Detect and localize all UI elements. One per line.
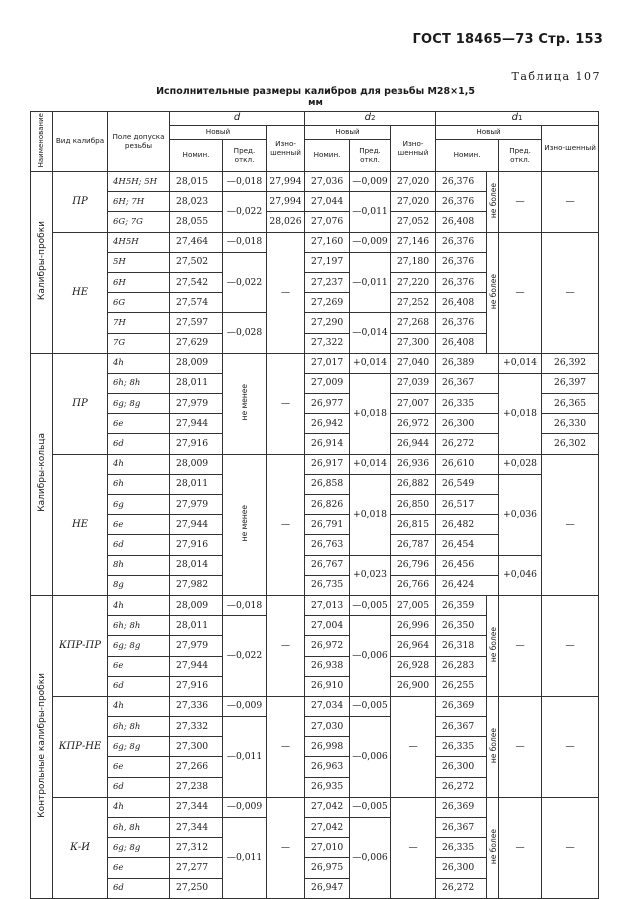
value-cell: 26,408 (436, 212, 487, 232)
value-cell: 28,009 (170, 595, 223, 615)
value-cell: 27,017 (305, 353, 350, 373)
note-cell: не менее (223, 454, 267, 595)
tolerance-cell: 6d (108, 434, 170, 454)
value-cell: —0,018 (223, 172, 267, 192)
tolerance-cell: 6h; 8h (108, 616, 170, 636)
value-cell: 26,397 (542, 373, 599, 393)
value-cell: 27,052 (391, 212, 436, 232)
note-cell: не менее (223, 353, 267, 454)
tolerance-cell: 8g (108, 575, 170, 595)
value-cell: 27,044 (305, 192, 350, 212)
value-cell: 27,005 (391, 595, 436, 615)
value-cell: 26,767 (305, 555, 350, 575)
value-cell: 26,787 (391, 535, 436, 555)
value-cell: — (542, 797, 599, 898)
value-cell: +0,023 (350, 555, 391, 595)
value-cell: 26,376 (436, 272, 487, 292)
value-cell: 27,979 (170, 495, 223, 515)
value-cell: 27,916 (170, 434, 223, 454)
value-cell: +0,014 (499, 353, 542, 373)
value-cell: —0,009 (350, 232, 391, 252)
value-cell: 26,900 (391, 676, 436, 696)
value-cell: — (267, 797, 305, 898)
table-row (31, 353, 599, 373)
value-cell: —0,028 (223, 313, 267, 353)
value-cell: 26,815 (391, 515, 436, 535)
value-cell: 26,850 (391, 495, 436, 515)
col-header-new: Новый (436, 126, 542, 140)
value-cell: — (542, 232, 599, 353)
value-cell: 26,335 (436, 838, 487, 858)
table-label: Таблица 107 (511, 70, 601, 83)
value-cell: 27,266 (170, 757, 223, 777)
value-cell: 26,454 (436, 535, 499, 555)
value-cell: 27,979 (170, 636, 223, 656)
value-cell: —0,014 (350, 313, 391, 353)
group-label: Контрольные калибры-пробки (31, 595, 53, 898)
value-cell: 26,549 (436, 474, 499, 494)
value-cell: 27,344 (170, 797, 223, 817)
value-cell: 27,020 (391, 192, 436, 212)
value-cell: 27,146 (391, 232, 436, 252)
value-cell: 27,220 (391, 272, 436, 292)
value-cell: 27,300 (170, 737, 223, 757)
col-header-d2: d2 (305, 112, 436, 126)
tolerance-cell: 6g; 8g (108, 737, 170, 757)
table-row (31, 474, 599, 494)
tolerance-cell: 4h (108, 696, 170, 716)
tolerance-cell: 7G (108, 333, 170, 353)
value-cell: —0,022 (223, 616, 267, 697)
table-row (31, 232, 599, 252)
value-cell: 27,300 (391, 333, 436, 353)
note-cell: не более (487, 797, 499, 898)
value-cell: 26,300 (436, 757, 487, 777)
value-cell: 26,935 (305, 777, 350, 797)
value-cell: 26,735 (305, 575, 350, 595)
tolerance-cell: 6d (108, 777, 170, 797)
value-cell: 28,009 (170, 454, 223, 474)
gauge-kind: ПР (53, 353, 108, 454)
col-header-name: Наименование (31, 112, 53, 172)
value-cell: 27,020 (391, 172, 436, 192)
tolerance-cell: 4h (108, 595, 170, 615)
value-cell: 28,009 (170, 353, 223, 373)
value-cell: 27,040 (391, 353, 436, 373)
value-cell: +0,028 (499, 454, 542, 474)
col-header-deviation: Пред. откл. (350, 140, 391, 172)
value-cell: 27,994 (267, 192, 305, 212)
value-cell: — (267, 232, 305, 353)
value-cell: 27,009 (305, 373, 350, 393)
value-cell: 26,482 (436, 515, 499, 535)
value-cell: 26,367 (436, 717, 487, 737)
value-cell: 26,359 (436, 595, 487, 615)
col-header-nominal: Номин. (170, 140, 223, 172)
value-cell: 26,947 (305, 878, 350, 898)
value-cell: 26,996 (391, 616, 436, 636)
col-header-nominal: Номин. (436, 140, 499, 172)
col-header-d1: d1 (436, 112, 599, 126)
page-header: ГОСТ 18465—73 Стр. 153 (412, 32, 603, 47)
value-cell: 27,629 (170, 333, 223, 353)
value-cell: +0,018 (350, 474, 391, 555)
value-cell: 26,376 (436, 232, 487, 252)
value-cell: 27,944 (170, 414, 223, 434)
value-cell: 26,964 (391, 636, 436, 656)
value-cell: — (267, 595, 305, 696)
dimensions-table (30, 111, 599, 899)
gauge-kind: НЕ (53, 232, 108, 353)
value-cell: +0,018 (499, 373, 542, 454)
value-cell: 26,272 (436, 434, 499, 454)
value-cell: +0,014 (350, 353, 391, 373)
tolerance-cell: 6g (108, 495, 170, 515)
value-cell: 26,376 (436, 313, 487, 333)
value-cell: 27,916 (170, 535, 223, 555)
value-cell: 27,197 (305, 252, 350, 272)
value-cell: 26,975 (305, 858, 350, 878)
value-cell: 26,610 (436, 454, 499, 474)
value-cell: 28,011 (170, 474, 223, 494)
table-row (31, 696, 599, 716)
value-cell: 26,330 (542, 414, 599, 434)
value-cell: 26,998 (305, 737, 350, 757)
value-cell: 26,791 (305, 515, 350, 535)
value-cell: 27,268 (391, 313, 436, 333)
gauge-kind: КПР-ПР (53, 595, 108, 696)
value-cell: 26,977 (305, 394, 350, 414)
gauge-kind: К-И (53, 797, 108, 898)
value-cell: 26,942 (305, 414, 350, 434)
col-header-new: Новый (170, 126, 267, 140)
tolerance-cell: 6H; 7H (108, 192, 170, 212)
value-cell: 26,255 (436, 676, 487, 696)
table-row (31, 454, 599, 474)
tolerance-cell: 6h (108, 474, 170, 494)
value-cell: —0,018 (223, 232, 267, 252)
value-cell: 27,076 (305, 212, 350, 232)
value-cell: 26,826 (305, 495, 350, 515)
table-row (31, 595, 599, 615)
value-cell: 26,910 (305, 676, 350, 696)
value-cell: 26,424 (436, 575, 499, 595)
tolerance-cell: 6d (108, 535, 170, 555)
value-cell: 26,335 (436, 737, 487, 757)
col-header-deviation: Пред. откл. (223, 140, 267, 172)
value-cell: 26,917 (305, 454, 350, 474)
gauge-kind: КПР-НЕ (53, 696, 108, 797)
value-cell: — (391, 696, 436, 797)
value-cell: — (499, 232, 542, 353)
value-cell: 26,766 (391, 575, 436, 595)
tolerance-cell: 6G; 7G (108, 212, 170, 232)
tolerance-cell: 4h (108, 797, 170, 817)
col-header-kind: Вид калибра (53, 112, 108, 172)
value-cell: 26,283 (436, 656, 487, 676)
value-cell: 27,344 (170, 818, 223, 838)
value-cell: 28,011 (170, 616, 223, 636)
tolerance-cell: 7H (108, 313, 170, 333)
value-cell: 27,013 (305, 595, 350, 615)
value-cell: 27,332 (170, 717, 223, 737)
value-cell: 26,928 (391, 656, 436, 676)
value-cell: 26,408 (436, 333, 487, 353)
value-cell: 28,023 (170, 192, 223, 212)
value-cell: 27,464 (170, 232, 223, 252)
value-cell: —0,022 (223, 192, 267, 232)
tolerance-cell: 6H (108, 272, 170, 292)
value-cell: 26,936 (391, 454, 436, 474)
value-cell: 27,982 (170, 575, 223, 595)
value-cell: 27,502 (170, 252, 223, 272)
value-cell: —0,009 (223, 696, 267, 716)
value-cell: — (391, 797, 436, 898)
tolerance-cell: 6e (108, 515, 170, 535)
value-cell: 26,318 (436, 636, 487, 656)
value-cell: 27,312 (170, 838, 223, 858)
value-cell: 27,944 (170, 656, 223, 676)
gauge-kind: НЕ (53, 454, 108, 595)
tolerance-cell: 4H5H; 5H (108, 172, 170, 192)
value-cell: 27,277 (170, 858, 223, 878)
tolerance-cell: 4h (108, 454, 170, 474)
tolerance-cell: 6g; 8g (108, 838, 170, 858)
gauge-kind: ПР (53, 172, 108, 233)
value-cell: 26,376 (436, 192, 487, 212)
value-cell: —0,009 (223, 797, 267, 817)
value-cell: 26,972 (391, 414, 436, 434)
value-cell: 26,376 (436, 252, 487, 272)
value-cell: —0,005 (350, 595, 391, 615)
value-cell: 26,408 (436, 293, 487, 313)
value-cell: 27,944 (170, 515, 223, 535)
tolerance-cell: 6e (108, 757, 170, 777)
value-cell: 27,290 (305, 313, 350, 333)
value-cell: 26,367 (436, 373, 499, 393)
value-cell: 27,574 (170, 293, 223, 313)
value-cell: 27,238 (170, 777, 223, 797)
value-cell: —0,011 (350, 252, 391, 313)
tolerance-cell: 6h; 8h (108, 717, 170, 737)
value-cell: — (499, 797, 542, 898)
value-cell: 27,597 (170, 313, 223, 333)
value-cell: 26,302 (542, 434, 599, 454)
units-label: мм (308, 98, 323, 108)
value-cell: 27,036 (305, 172, 350, 192)
value-cell: 27,252 (391, 293, 436, 313)
value-cell: 27,979 (170, 394, 223, 414)
value-cell: 26,272 (436, 777, 487, 797)
value-cell: —0,022 (223, 252, 267, 313)
value-cell: 26,763 (305, 535, 350, 555)
value-cell: +0,014 (350, 454, 391, 474)
tolerance-cell: 6h; 8h (108, 373, 170, 393)
value-cell: 27,042 (305, 818, 350, 838)
tolerance-cell: 6e (108, 414, 170, 434)
col-header-tolerance: Поле допуска резьбы (108, 112, 170, 172)
value-cell: 26,456 (436, 555, 499, 575)
value-cell: 26,350 (436, 616, 487, 636)
value-cell: 27,030 (305, 717, 350, 737)
tolerance-cell: 6G (108, 293, 170, 313)
value-cell: 27,994 (267, 172, 305, 192)
value-cell: 28,055 (170, 212, 223, 232)
value-cell: 26,938 (305, 656, 350, 676)
value-cell: 27,042 (305, 797, 350, 817)
value-cell: 27,034 (305, 696, 350, 716)
value-cell: 26,335 (436, 394, 499, 414)
value-cell: 27,542 (170, 272, 223, 292)
value-cell: 28,014 (170, 555, 223, 575)
value-cell: —0,011 (350, 192, 391, 232)
value-cell: 26,392 (542, 353, 599, 373)
value-cell: 27,180 (391, 252, 436, 272)
value-cell: +0,018 (350, 373, 391, 454)
value-cell: —0,006 (350, 616, 391, 697)
tolerance-cell: 8h (108, 555, 170, 575)
value-cell: 26,300 (436, 414, 499, 434)
note-cell: не более (487, 232, 499, 353)
value-cell: — (542, 454, 599, 595)
value-cell: 26,858 (305, 474, 350, 494)
value-cell: —0,005 (350, 797, 391, 817)
value-cell: 27,916 (170, 676, 223, 696)
value-cell: — (267, 696, 305, 797)
value-cell: 26,376 (436, 172, 487, 192)
value-cell: — (542, 172, 599, 233)
col-header-worn: Изно-шенный (542, 126, 599, 172)
value-cell: 27,010 (305, 838, 350, 858)
value-cell: 26,369 (436, 797, 487, 817)
col-header-nominal: Номин. (305, 140, 350, 172)
value-cell: —0,011 (223, 818, 267, 899)
note-cell: не более (487, 595, 499, 696)
value-cell: 26,972 (305, 636, 350, 656)
value-cell: 26,367 (436, 818, 487, 838)
value-cell: 26,365 (542, 394, 599, 414)
value-cell: 27,322 (305, 333, 350, 353)
value-cell: — (267, 353, 305, 454)
value-cell: +0,036 (499, 474, 542, 555)
tolerance-cell: 6g; 8g (108, 636, 170, 656)
table-row (31, 172, 599, 192)
value-cell: 27,237 (305, 272, 350, 292)
table-row (31, 797, 599, 817)
value-cell: —0,018 (223, 595, 267, 615)
value-cell: 27,004 (305, 616, 350, 636)
col-header-new: Новый (305, 126, 391, 140)
value-cell: — (499, 696, 542, 797)
value-cell: +0,046 (499, 555, 542, 595)
value-cell: 26,300 (436, 858, 487, 878)
value-cell: 27,250 (170, 878, 223, 898)
tolerance-cell: 6d (108, 878, 170, 898)
value-cell: 27,160 (305, 232, 350, 252)
tolerance-cell: 5H (108, 252, 170, 272)
value-cell: 26,272 (436, 878, 487, 898)
tolerance-cell: 6g; 8g (108, 394, 170, 414)
note-cell: не более (487, 172, 499, 233)
value-cell: —0,005 (350, 696, 391, 716)
note-cell: не более (487, 696, 499, 797)
value-cell: 26,517 (436, 495, 499, 515)
col-header-deviation: Пред. откл. (499, 140, 542, 172)
tolerance-cell: 6e (108, 656, 170, 676)
value-cell: — (542, 595, 599, 696)
tolerance-cell: 6h, 8h (108, 818, 170, 838)
value-cell: 26,796 (391, 555, 436, 575)
value-cell: 28,011 (170, 373, 223, 393)
value-cell: 26,882 (391, 474, 436, 494)
col-header-worn: Изно-шенный (267, 126, 305, 172)
value-cell: — (499, 595, 542, 696)
group-label: Калибры-кольца (31, 353, 53, 595)
value-cell: 28,026 (267, 212, 305, 232)
value-cell: 27,039 (391, 373, 436, 393)
tolerance-cell: 6e (108, 858, 170, 878)
col-header-worn: Изно-шенный (391, 126, 436, 172)
value-cell: 27,336 (170, 696, 223, 716)
value-cell: 27,007 (391, 394, 436, 414)
table-title: Исполнительные размеры калибров для резьбы М28×1,5 (156, 86, 475, 97)
value-cell: 28,015 (170, 172, 223, 192)
tolerance-cell: 6d (108, 676, 170, 696)
table-row (31, 373, 599, 393)
tolerance-cell: 4h (108, 353, 170, 373)
value-cell: —0,009 (350, 172, 391, 192)
value-cell: 27,269 (305, 293, 350, 313)
value-cell: 26,944 (391, 434, 436, 454)
value-cell: 26,369 (436, 696, 487, 716)
value-cell: — (499, 172, 542, 233)
value-cell: 26,389 (436, 353, 499, 373)
value-cell: —0,006 (350, 818, 391, 899)
tolerance-cell: 4H5H (108, 232, 170, 252)
value-cell: 26,963 (305, 757, 350, 777)
col-header-d: d (170, 112, 305, 126)
value-cell: 26,914 (305, 434, 350, 454)
table-row (31, 555, 599, 575)
value-cell: — (542, 696, 599, 797)
value-cell: —0,006 (350, 717, 391, 798)
group-label: Калибры-пробки (31, 172, 53, 354)
value-cell: — (267, 454, 305, 595)
value-cell: —0,011 (223, 717, 267, 798)
